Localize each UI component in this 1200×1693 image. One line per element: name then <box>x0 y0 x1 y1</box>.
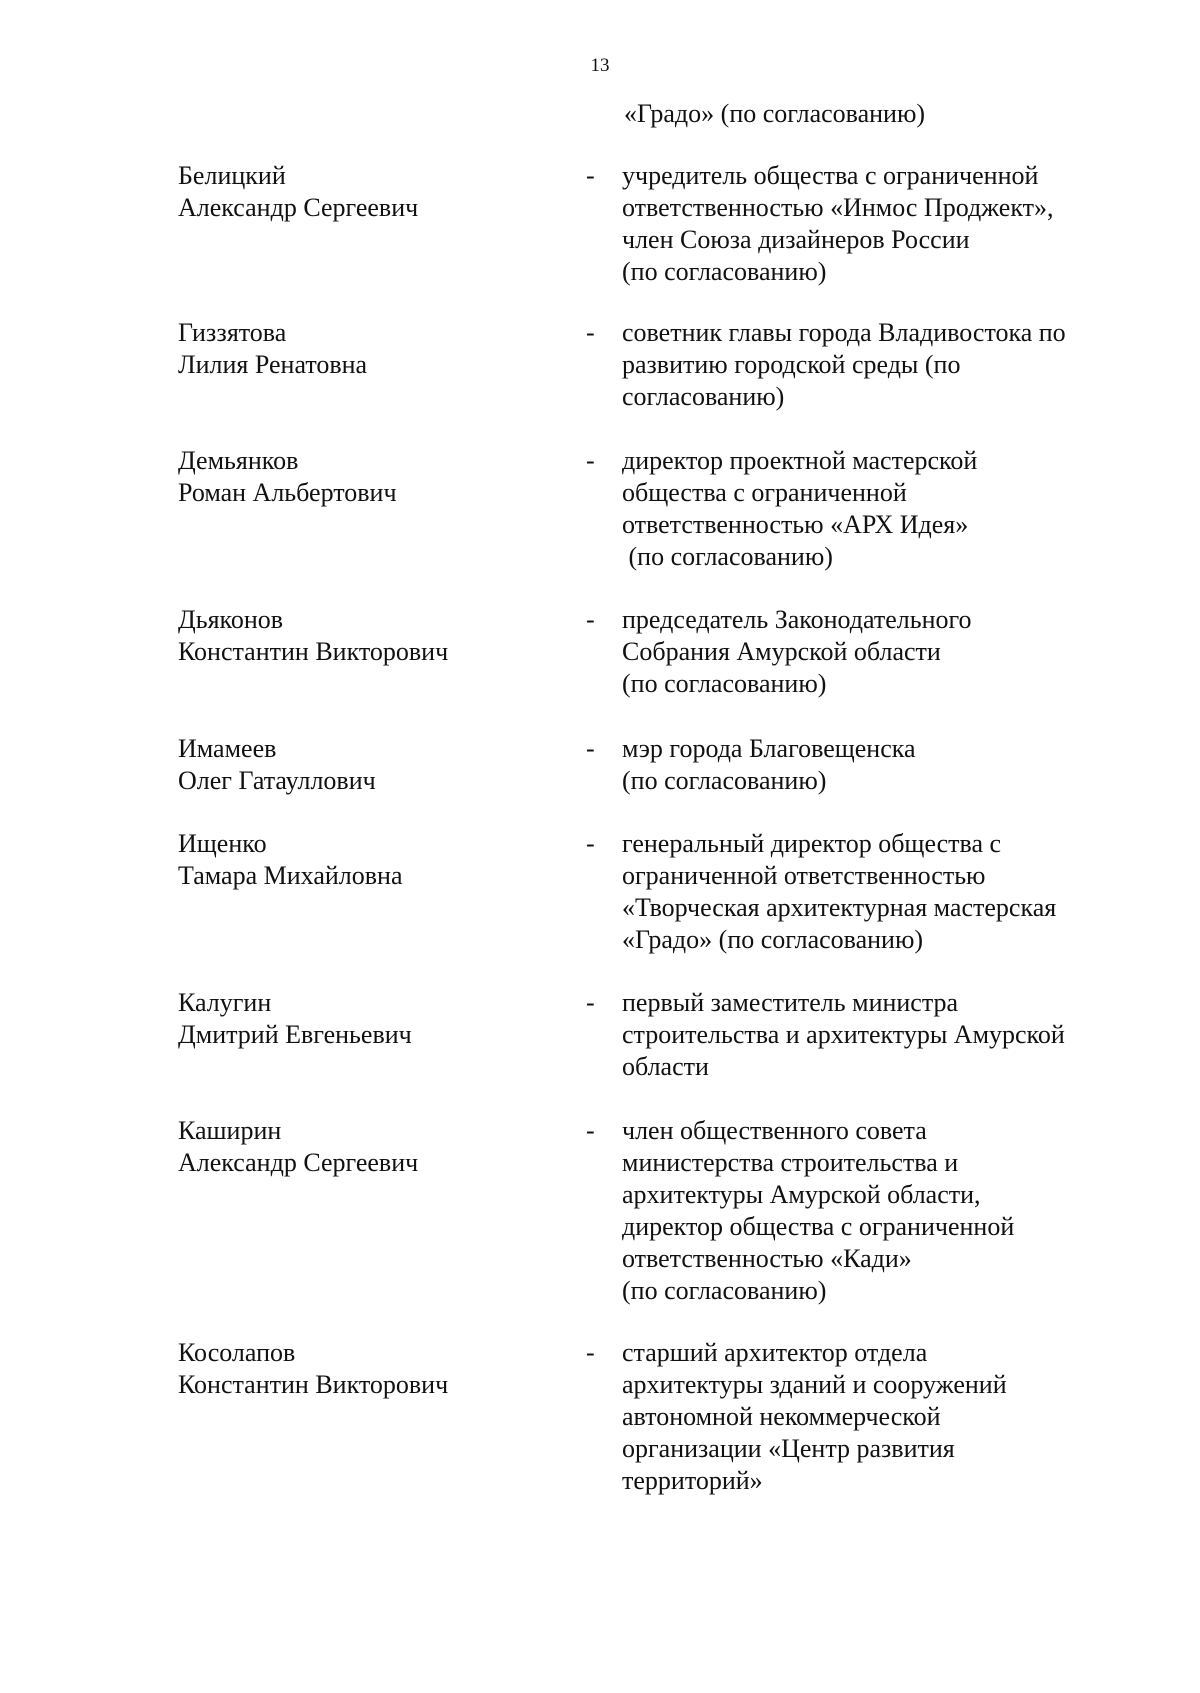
position-line: учредитель общества с ограниченной <box>622 161 1039 190</box>
member-surname: Белицкий <box>178 161 286 190</box>
member-given-names: Александр Сергеевич <box>178 1148 419 1177</box>
member-position <box>622 987 1142 1083</box>
member-name <box>178 828 402 892</box>
position-line: «Творческая архитектурная мастерская <box>622 893 1057 922</box>
separator-dash: - <box>586 988 595 1017</box>
position-line: архитектуры Амурской области, <box>622 1180 981 1209</box>
member-given-names: Олег Гатауллович <box>178 766 376 795</box>
page-number: 13 <box>590 55 610 76</box>
separator-dash: - <box>586 734 595 763</box>
member-name <box>178 604 448 668</box>
position-line: председатель Законодательного <box>622 605 972 634</box>
member-name <box>178 160 418 224</box>
position-line: ответственностью «АРХ Идея» <box>622 510 969 539</box>
member-given-names: Константин Викторович <box>178 637 449 666</box>
position-line: архитектуры зданий и сооружений <box>622 1370 1007 1399</box>
position-line: ответственностью «Кади» <box>622 1244 912 1273</box>
position-line: первый заместитель министра <box>622 988 959 1017</box>
continued-description: «Градо» (по согласованию) <box>624 99 926 128</box>
member-position <box>622 1115 1142 1307</box>
position-line: директор проектной мастерской <box>622 446 978 475</box>
member-position <box>622 317 1142 413</box>
position-line: территорий» <box>622 1466 763 1495</box>
member-position <box>622 604 1142 700</box>
position-line: Собрания Амурской области <box>622 637 941 666</box>
member-surname: Демьянков <box>178 446 299 475</box>
member-surname: Имамеев <box>178 734 277 763</box>
separator-dash: - <box>586 161 595 190</box>
member-name <box>178 445 397 509</box>
position-line: член общественного совета <box>622 1116 927 1145</box>
member-given-names: Дмитрий Евгеньевич <box>178 1020 412 1049</box>
position-line: организации «Центр развития <box>622 1434 955 1463</box>
separator-dash: - <box>586 605 595 634</box>
member-surname: Каширин <box>178 1116 282 1145</box>
member-surname: Ищенко <box>178 829 267 858</box>
position-line: согласованию) <box>622 382 785 411</box>
member-surname: Косолапов <box>178 1338 296 1367</box>
position-line: «Градо» (по согласованию) <box>622 925 924 954</box>
position-line: (по согласованию) <box>622 1276 827 1305</box>
member-name <box>178 1115 418 1179</box>
position-line: генеральный директор общества с <box>622 829 1002 858</box>
member-given-names: Александр Сергеевич <box>178 193 419 222</box>
separator-dash: - <box>586 1338 595 1367</box>
member-name <box>178 1337 448 1401</box>
member-surname: Дьяконов <box>178 605 284 634</box>
position-line: (по согласованию) <box>622 669 827 698</box>
position-line: советник главы города Владивостока по <box>622 318 1066 347</box>
position-line: ограниченной ответственностью <box>622 861 986 890</box>
position-line: развитию городской среды (по <box>622 350 961 379</box>
position-line: старший архитектор отдела <box>622 1338 928 1367</box>
position-line: общества с ограниченной <box>622 478 907 507</box>
member-name <box>178 733 376 797</box>
position-line: строительства и архитектуры Амурской <box>622 1020 1065 1049</box>
member-given-names: Роман Альбертович <box>178 478 397 507</box>
separator-dash: - <box>586 446 595 475</box>
member-position <box>622 445 1142 573</box>
member-position <box>622 733 1142 797</box>
member-given-names: Тамара Михайловна <box>178 861 403 890</box>
position-line: ответственностью «Инмос Проджект», <box>622 193 1054 222</box>
position-line: автономной некоммерческой <box>622 1402 941 1431</box>
position-line: (по согласованию) <box>622 766 827 795</box>
member-surname: Калугин <box>178 988 272 1017</box>
separator-dash: - <box>586 829 595 858</box>
position-line: мэр города Благовещенска <box>622 734 916 763</box>
member-given-names: Лилия Ренатовна <box>178 350 368 379</box>
member-position <box>622 160 1142 288</box>
position-line: директор общества с ограниченной <box>622 1212 1015 1241</box>
position-line: министерства строительства и <box>622 1148 959 1177</box>
member-position <box>622 828 1142 956</box>
position-line: (по согласованию) <box>622 257 827 286</box>
separator-dash: - <box>586 1116 595 1145</box>
separator-dash: - <box>586 318 595 347</box>
member-surname: Гиззятова <box>178 318 287 347</box>
member-name <box>178 317 367 381</box>
position-line: (по согласованию) <box>622 542 833 571</box>
member-name <box>178 987 412 1051</box>
member-position <box>622 1337 1142 1497</box>
position-line: член Союза дизайнеров России <box>622 225 970 254</box>
member-given-names: Константин Викторович <box>178 1370 449 1399</box>
position-line: области <box>622 1052 709 1081</box>
